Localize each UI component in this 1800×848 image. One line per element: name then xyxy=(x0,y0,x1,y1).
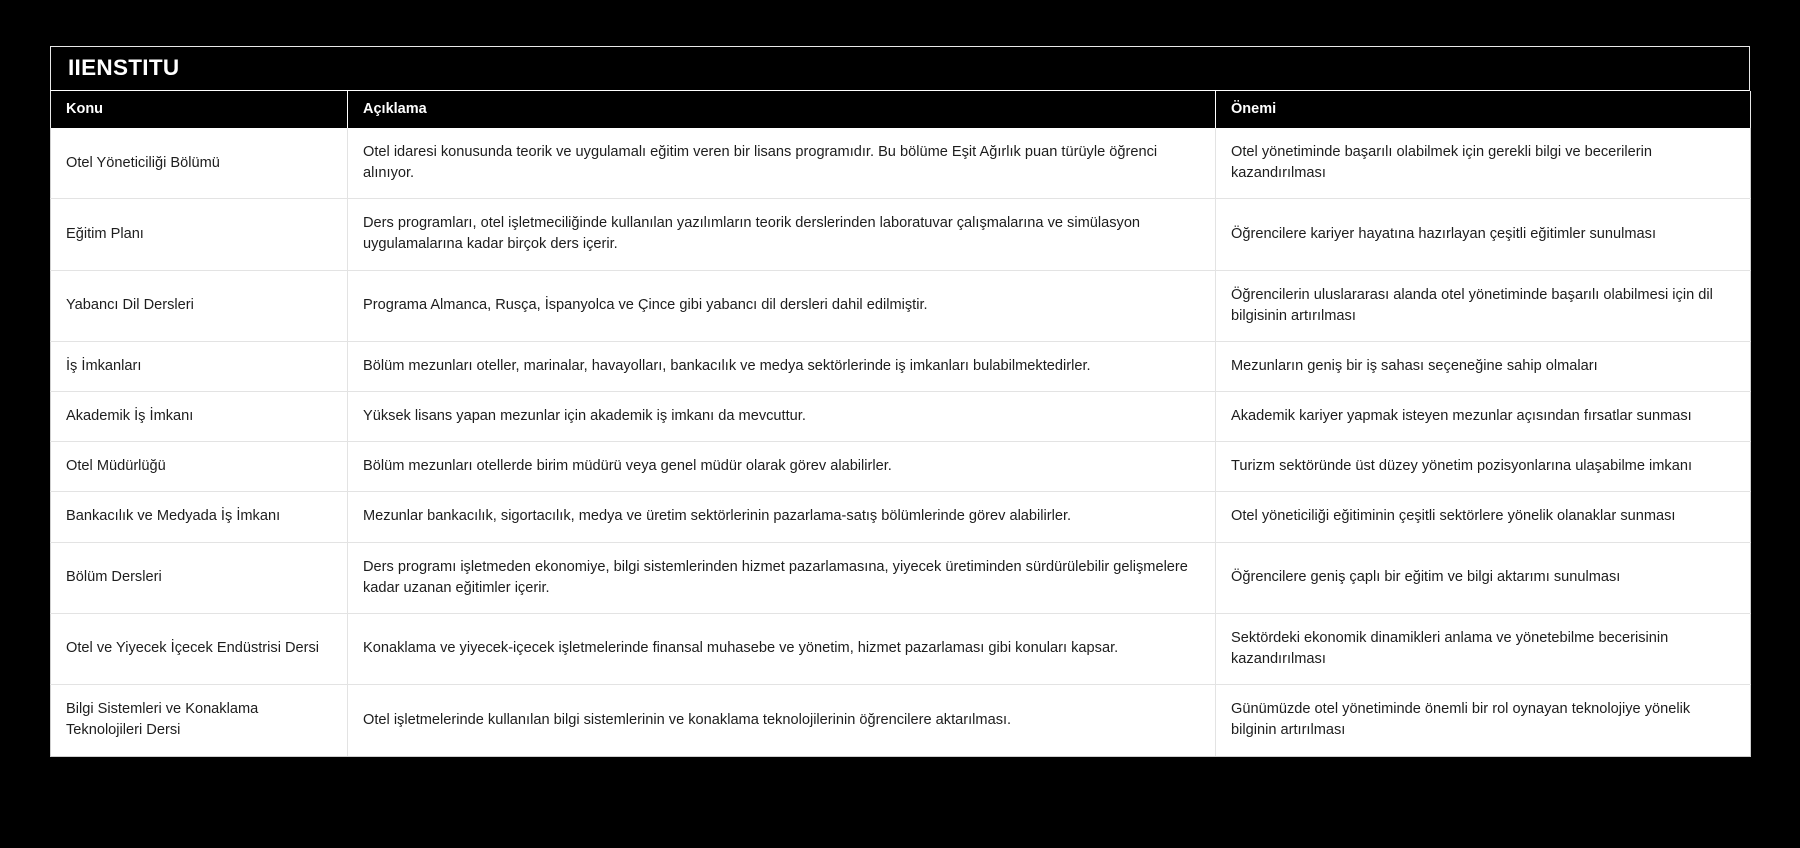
table-row xyxy=(51,128,1751,199)
table-head xyxy=(51,91,1751,128)
table-row xyxy=(51,270,1751,341)
cell-konu: Otel Yöneticiliği Bölümü xyxy=(51,128,348,199)
cell-aciklama: Bölüm mezunları oteller, marinalar, havayolları, bankacılık ve medya sektörlerinde iş imkanları bulabilmektedirler. xyxy=(348,341,1216,391)
cell-onemi: Sektördeki ekonomik dinamikleri anlama ve yönetebilme becerisinin kazandırılması xyxy=(1216,613,1751,684)
info-table xyxy=(50,91,1751,757)
content-card xyxy=(50,46,1750,757)
cell-konu: Bilgi Sistemleri ve Konaklama Teknolojileri Dersi xyxy=(51,685,348,756)
table-row xyxy=(51,542,1751,613)
cell-onemi: Günümüzde otel yönetiminde önemli bir rol oynayan teknolojiye yönelik bilginin artırılması xyxy=(1216,685,1751,756)
table-row xyxy=(51,341,1751,391)
cell-onemi: Turizm sektöründe üst düzey yönetim pozisyonlarına ulaşabilme imkanı xyxy=(1216,442,1751,492)
table-row xyxy=(51,392,1751,442)
cell-konu: Eğitim Planı xyxy=(51,199,348,270)
cell-onemi: Otel yöneticiliği eğitiminin çeşitli sektörlere yönelik olanaklar sunması xyxy=(1216,492,1751,542)
table-header-row xyxy=(51,91,1751,128)
cell-konu: Akademik İş İmkanı xyxy=(51,392,348,442)
cell-onemi: Mezunların geniş bir iş sahası seçeneğine sahip olmaları xyxy=(1216,341,1751,391)
cell-onemi: Öğrencilere kariyer hayatına hazırlayan çeşitli eğitimler sunulması xyxy=(1216,199,1751,270)
table-row xyxy=(51,685,1751,756)
table-row xyxy=(51,492,1751,542)
table-row xyxy=(51,442,1751,492)
cell-konu: Otel Müdürlüğü xyxy=(51,442,348,492)
cell-konu: Bankacılık ve Medyada İş İmkanı xyxy=(51,492,348,542)
brand-header xyxy=(50,46,1750,91)
cell-aciklama: Otel işletmelerinde kullanılan bilgi sistemlerinin ve konaklama teknolojilerinin öğrencilere aktarılması. xyxy=(348,685,1216,756)
cell-aciklama: Ders programı işletmeden ekonomiye, bilgi sistemlerinden hizmet pazarlamasına, yiyecek üretiminden sürdürülebilir gelişmelere kadar uzanan eğitimler içerir. xyxy=(348,542,1216,613)
cell-konu: Yabancı Dil Dersleri xyxy=(51,270,348,341)
cell-konu: Bölüm Dersleri xyxy=(51,542,348,613)
cell-aciklama: Programa Almanca, Rusça, İspanyolca ve Çince gibi yabancı dil dersleri dahil edilmiştir. xyxy=(348,270,1216,341)
cell-konu: İş İmkanları xyxy=(51,341,348,391)
table-row xyxy=(51,199,1751,270)
table-row xyxy=(51,613,1751,684)
cell-aciklama: Yüksek lisans yapan mezunlar için akademik iş imkanı da mevcuttur. xyxy=(348,392,1216,442)
cell-onemi: Öğrencilere geniş çaplı bir eğitim ve bilgi aktarımı sunulması xyxy=(1216,542,1751,613)
cell-aciklama: Bölüm mezunları otellerde birim müdürü veya genel müdür olarak görev alabilirler. xyxy=(348,442,1216,492)
column-header-konu: Konu xyxy=(51,91,348,128)
cell-aciklama: Mezunlar bankacılık, sigortacılık, medya ve üretim sektörlerinin pazarlama-satış bölümlerinde görev alabilirler. xyxy=(348,492,1216,542)
cell-onemi: Otel yönetiminde başarılı olabilmek için gerekli bilgi ve becerilerin kazandırılması xyxy=(1216,128,1751,199)
cell-aciklama: Otel idaresi konusunda teorik ve uygulamalı eğitim veren bir lisans programıdır. Bu bölüme Eşit Ağırlık puan türüyle öğrenci alınıyor. xyxy=(348,128,1216,199)
column-header-onemi: Önemi xyxy=(1216,91,1751,128)
brand-title: IIENSTITU xyxy=(68,55,180,81)
cell-onemi: Öğrencilerin uluslararası alanda otel yönetiminde başarılı olabilmesi için dil bilgisinin artırılması xyxy=(1216,270,1751,341)
cell-aciklama: Ders programları, otel işletmeciliğinde kullanılan yazılımların teorik derslerinden laboratuvar çalışmalarına ve simülasyon uygulamalarına kadar birçok ders içerir. xyxy=(348,199,1216,270)
table-body xyxy=(51,128,1751,756)
cell-aciklama: Konaklama ve yiyecek-içecek işletmelerinde finansal muhasebe ve yönetim, hizmet pazarlaması gibi konuları kapsar. xyxy=(348,613,1216,684)
cell-onemi: Akademik kariyer yapmak isteyen mezunlar açısından fırsatlar sunması xyxy=(1216,392,1751,442)
cell-konu: Otel ve Yiyecek İçecek Endüstrisi Dersi xyxy=(51,613,348,684)
column-header-aciklama: Açıklama xyxy=(348,91,1216,128)
